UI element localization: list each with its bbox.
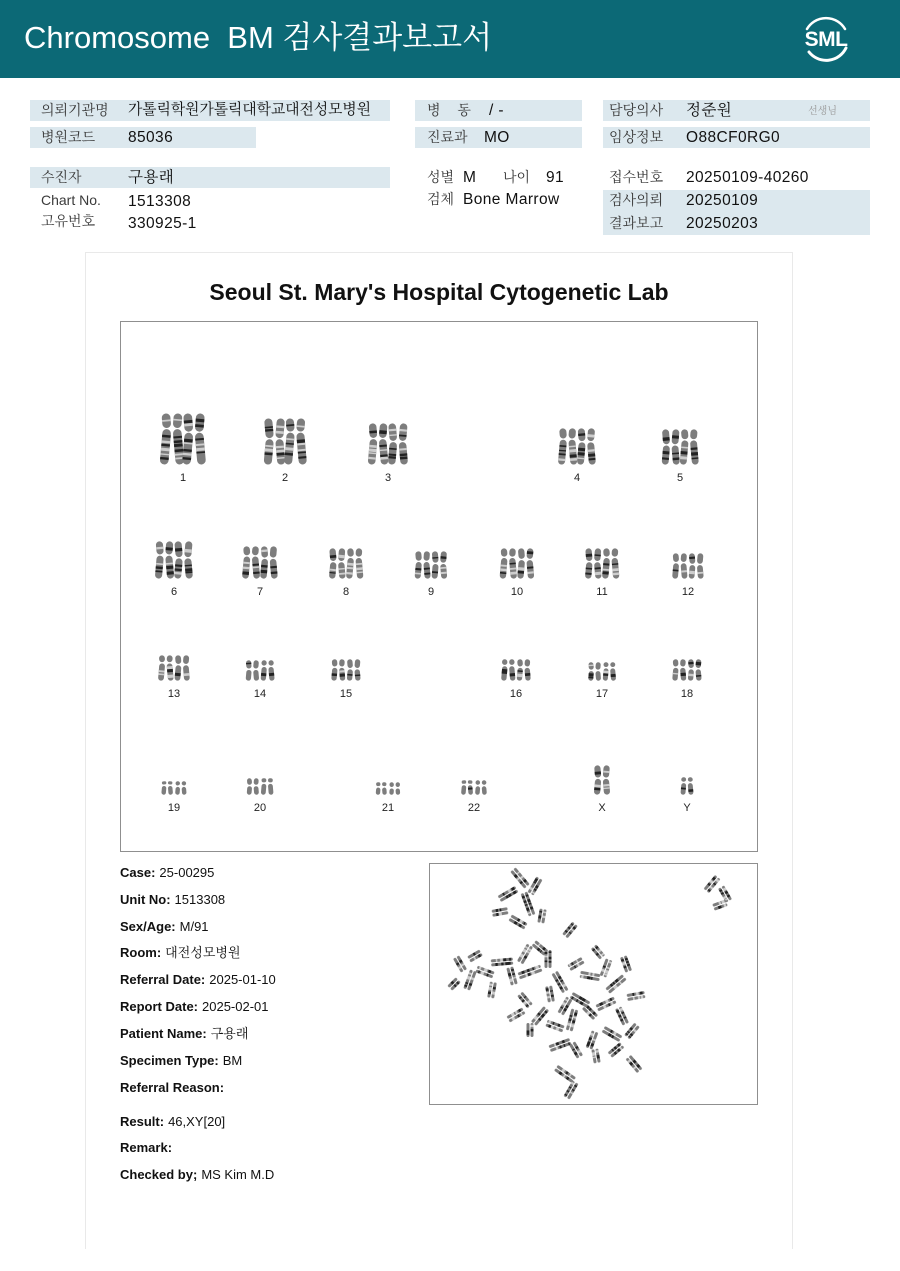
- metaphase-chromosome: [487, 982, 497, 999]
- detail-label: Specimen Type:: [120, 1053, 219, 1068]
- chromosome-label-4: 4: [573, 472, 581, 484]
- ward-label: 병 동: [427, 102, 471, 118]
- chromosome: [347, 659, 361, 681]
- patient-label: 수진자: [41, 169, 82, 185]
- karyogram: [120, 321, 758, 852]
- clinical-info-label: 임상정보: [609, 129, 664, 145]
- detail-value: 46,XY[20]: [168, 1114, 226, 1129]
- detail-remark: [120, 1139, 172, 1157]
- chromosome: [261, 660, 275, 681]
- chromosome: [242, 546, 260, 579]
- result-report-value: 20250203: [686, 215, 759, 232]
- chromosome-label-17: 17: [595, 688, 609, 700]
- detail-specimen-type: [120, 1052, 242, 1070]
- result-report-label: 결과보고: [609, 215, 664, 231]
- hospital-code-value: 85036: [128, 129, 174, 146]
- chromosome: [680, 777, 693, 795]
- chromosome-label-21: 21: [381, 802, 395, 814]
- chromosome: [389, 782, 400, 795]
- metaphase-chromosome: [521, 892, 536, 917]
- detail-unit-no: [120, 891, 225, 909]
- metaphase-chromosome: [506, 1007, 525, 1022]
- metaphase-chromosome: [518, 965, 543, 980]
- chromosome-label-20: 20: [253, 802, 267, 814]
- chromosome-label-11: 11: [596, 586, 608, 598]
- chromosome: [161, 781, 173, 795]
- metaphase-chromosome: [712, 899, 728, 910]
- detail-value: 25-00295: [159, 865, 215, 880]
- doctor-suffix: 선생님: [808, 106, 837, 117]
- chromosome: [182, 413, 206, 465]
- chromosome: [329, 548, 346, 579]
- metaphase-chromosome: [627, 991, 646, 1001]
- chromosome: [174, 655, 190, 681]
- chromosome: [500, 548, 518, 579]
- chromosome: [160, 413, 185, 465]
- test-request-label: 검사의뢰: [609, 192, 664, 208]
- chromosome-label-16: 16: [509, 688, 523, 700]
- detail-value: M/91: [179, 919, 209, 934]
- chromosome-label-19: 19: [167, 802, 181, 814]
- chromosome: [475, 780, 487, 795]
- specimen-value: Bone Marrow: [463, 191, 560, 208]
- metaphase-chromosome: [475, 966, 494, 979]
- metaphase-chromosome: [527, 1023, 534, 1037]
- metaphase-chromosome: [704, 875, 721, 893]
- detail-label: Referral Date:: [120, 972, 206, 987]
- chromosome: [260, 546, 278, 579]
- metaphase-chromosome: [615, 1006, 629, 1025]
- chromosome: [689, 553, 704, 579]
- metaphase-chromosome: [567, 957, 584, 971]
- chromosome-label-1: 1: [179, 472, 187, 484]
- chromosome: [461, 780, 473, 795]
- detail-case: [120, 864, 214, 882]
- institution-label: 의뢰기관명: [41, 102, 109, 118]
- doctor-value: 정준원: [686, 102, 733, 119]
- detail-label: Patient Name:: [120, 1026, 207, 1041]
- metaphase-chromosome: [624, 1023, 640, 1040]
- ward-value: / -: [489, 102, 504, 119]
- detail-value: 1513308: [174, 892, 226, 907]
- age-label: 나이: [503, 169, 531, 185]
- detail-value: 2025-02-01: [202, 999, 269, 1014]
- metaphase-chromosome: [563, 1080, 578, 1099]
- metaphase-chromosome: [545, 1020, 564, 1033]
- metaphase-chromosome: [531, 1006, 549, 1026]
- chromosome: [264, 418, 286, 465]
- chromosome-label-12: 12: [681, 586, 695, 598]
- age-value: 91: [546, 169, 565, 186]
- chromosome-label-8: 8: [342, 586, 350, 598]
- metaphase-chromosome: [591, 944, 605, 959]
- chromosome: [517, 548, 534, 579]
- chromosome: [588, 662, 601, 681]
- metaphase-chromosome: [562, 922, 578, 939]
- chromosome-label-15: 15: [339, 688, 353, 700]
- chromosome: [680, 429, 699, 465]
- detail-sex-age: [120, 918, 209, 936]
- chromosome: [284, 418, 307, 465]
- metaphase-chromosome: [545, 950, 552, 968]
- metaphase-chromosome: [527, 876, 542, 895]
- chromosome: [346, 548, 364, 579]
- metaphase-chromosome: [453, 955, 467, 972]
- chromosome-label-14: 14: [253, 688, 267, 700]
- chromosome-label-2: 2: [281, 472, 289, 484]
- chromosome: [688, 659, 702, 681]
- chromosome-label-13: 13: [167, 688, 181, 700]
- lab-title: Seoul St. Mary's Hospital Cytogenetic Lab: [209, 279, 669, 305]
- doctor-label: 담당의사: [609, 102, 664, 118]
- chromosome: [672, 659, 686, 681]
- metaphase-chromosome: [492, 907, 509, 917]
- detail-value: 구용래: [210, 1026, 249, 1041]
- chart-no-label: Chart No.: [41, 192, 101, 208]
- metaphase-spread-image: [430, 864, 757, 1104]
- chromosome-label-Y: Y: [683, 802, 691, 814]
- metaphase-chromosome: [467, 949, 483, 962]
- chromosome: [602, 548, 620, 579]
- metaphase-chromosome: [517, 992, 533, 1009]
- chromosome: [175, 781, 187, 795]
- report-panel: [85, 252, 793, 1249]
- chromosome: [672, 553, 688, 579]
- chromosome: [174, 541, 193, 579]
- receipt-no-value: 20250109-40260: [686, 169, 809, 186]
- patient-field-bg: [30, 167, 390, 188]
- chromosome: [388, 423, 408, 465]
- metaphase-chromosome: [506, 966, 517, 985]
- chromosome: [431, 551, 447, 579]
- logo-text: SML: [804, 28, 848, 51]
- chromosome: [594, 765, 610, 795]
- detail-report-date: [120, 998, 269, 1016]
- chromosome-label-7: 7: [256, 586, 264, 598]
- chromosome: [603, 662, 616, 681]
- report-header: [0, 0, 900, 78]
- metaphase-chromosome: [566, 1008, 578, 1031]
- metaphase-chromosome: [602, 1026, 623, 1042]
- chromosome-label-5: 5: [676, 472, 684, 484]
- chromosome: [376, 782, 387, 795]
- chromosome-label-X: X: [598, 802, 606, 814]
- chromosome: [517, 659, 531, 681]
- detail-label: Remark:: [120, 1140, 173, 1155]
- department-value: MO: [484, 129, 510, 146]
- metaphase-chromosome: [557, 996, 572, 1015]
- metaphase-chromosome: [591, 1048, 600, 1063]
- detail-room: [120, 944, 241, 962]
- metaphase-chromosome: [580, 971, 601, 981]
- institution-value: 가톨릭학원가톨릭대학교대전성모병원: [128, 102, 371, 118]
- chromosome: [501, 659, 515, 681]
- chromosome-label-18: 18: [680, 688, 694, 700]
- chromosome-label-3: 3: [384, 472, 392, 484]
- clinical-info-value: O88CF0RG0: [686, 129, 781, 146]
- detail-label: Referral Reason:: [120, 1080, 225, 1095]
- detail-checked-by: [120, 1166, 274, 1184]
- detail-label: Report Date:: [120, 999, 199, 1014]
- detail-result: [120, 1113, 225, 1131]
- detail-label: Sex/Age:: [120, 919, 176, 934]
- detail-value: MS Kim M.D: [201, 1167, 275, 1182]
- metaphase-chromosome: [548, 1038, 571, 1052]
- chromosome-label-10: 10: [510, 586, 524, 598]
- detail-label: Unit No:: [120, 892, 171, 907]
- unique-no-value: 330925-1: [128, 215, 197, 232]
- metaphase-chromosome: [608, 1042, 625, 1058]
- chromosome: [577, 428, 596, 465]
- chromosome: [247, 778, 259, 795]
- sml-logo: [796, 10, 856, 66]
- detail-value: 대전성모병원: [165, 945, 241, 960]
- detail-label: Case:: [120, 865, 156, 880]
- detail-referral-date: [120, 971, 276, 989]
- metaphase-chromosome: [620, 955, 632, 972]
- metaphase-spread: [429, 863, 758, 1105]
- chromosome: [585, 548, 602, 579]
- detail-label: Checked by;: [120, 1167, 198, 1182]
- metaphase-chromosome: [510, 867, 530, 888]
- chromosome: [368, 423, 389, 465]
- unique-no-label: 고유번호: [41, 213, 96, 229]
- metaphase-chromosome: [626, 1055, 643, 1073]
- metaphase-chromosome: [586, 1030, 599, 1049]
- patient-value: 구용래: [128, 169, 175, 186]
- metaphase-chromosome: [600, 958, 613, 977]
- detail-label: Room:: [120, 945, 162, 960]
- metaphase-chromosome: [508, 914, 527, 929]
- metaphase-chromosome: [491, 958, 514, 967]
- metaphase-chromosome: [545, 986, 555, 1003]
- detail-value: 2025-01-10: [209, 972, 276, 987]
- chromosome: [261, 778, 274, 795]
- chromosome-label-6: 6: [170, 586, 178, 598]
- chromosome: [155, 541, 174, 579]
- hospital-code-label: 병원코드: [41, 129, 96, 145]
- chromosome: [246, 660, 260, 681]
- chromosome: [662, 429, 680, 465]
- metaphase-chromosome: [517, 944, 533, 965]
- metaphase-chromosome: [551, 971, 568, 994]
- chart-no-value: 1513308: [128, 193, 192, 210]
- detail-patient-name: [120, 1025, 248, 1043]
- department-label: 진료과: [427, 129, 468, 145]
- detail-value: BM: [222, 1053, 243, 1068]
- sex-value: M: [463, 169, 477, 186]
- metaphase-chromosome: [537, 908, 546, 923]
- chromosome: [331, 659, 345, 681]
- metaphase-chromosome: [498, 886, 519, 902]
- chromosome: [415, 551, 431, 579]
- sex-label: 성별: [427, 169, 455, 185]
- specimen-label: 검체: [427, 191, 455, 207]
- detail-referral-reason: [120, 1079, 224, 1097]
- chromosome: [158, 655, 174, 681]
- metaphase-chromosome: [447, 977, 460, 990]
- metaphase-chromosome: [595, 997, 616, 1012]
- metaphase-chromosome: [463, 969, 476, 990]
- metaphase-chromosome: [554, 1065, 576, 1083]
- metaphase-chromosome: [605, 974, 626, 994]
- chromosome-label-22: 22: [467, 802, 481, 814]
- receipt-no-label: 접수번호: [609, 169, 664, 185]
- test-request-value: 20250109: [686, 192, 759, 209]
- chromosome: [558, 428, 578, 465]
- report-title: Chromosome BM 검사결과보고서: [24, 20, 493, 55]
- chromosome-label-9: 9: [427, 586, 435, 598]
- detail-label: Result:: [120, 1114, 165, 1129]
